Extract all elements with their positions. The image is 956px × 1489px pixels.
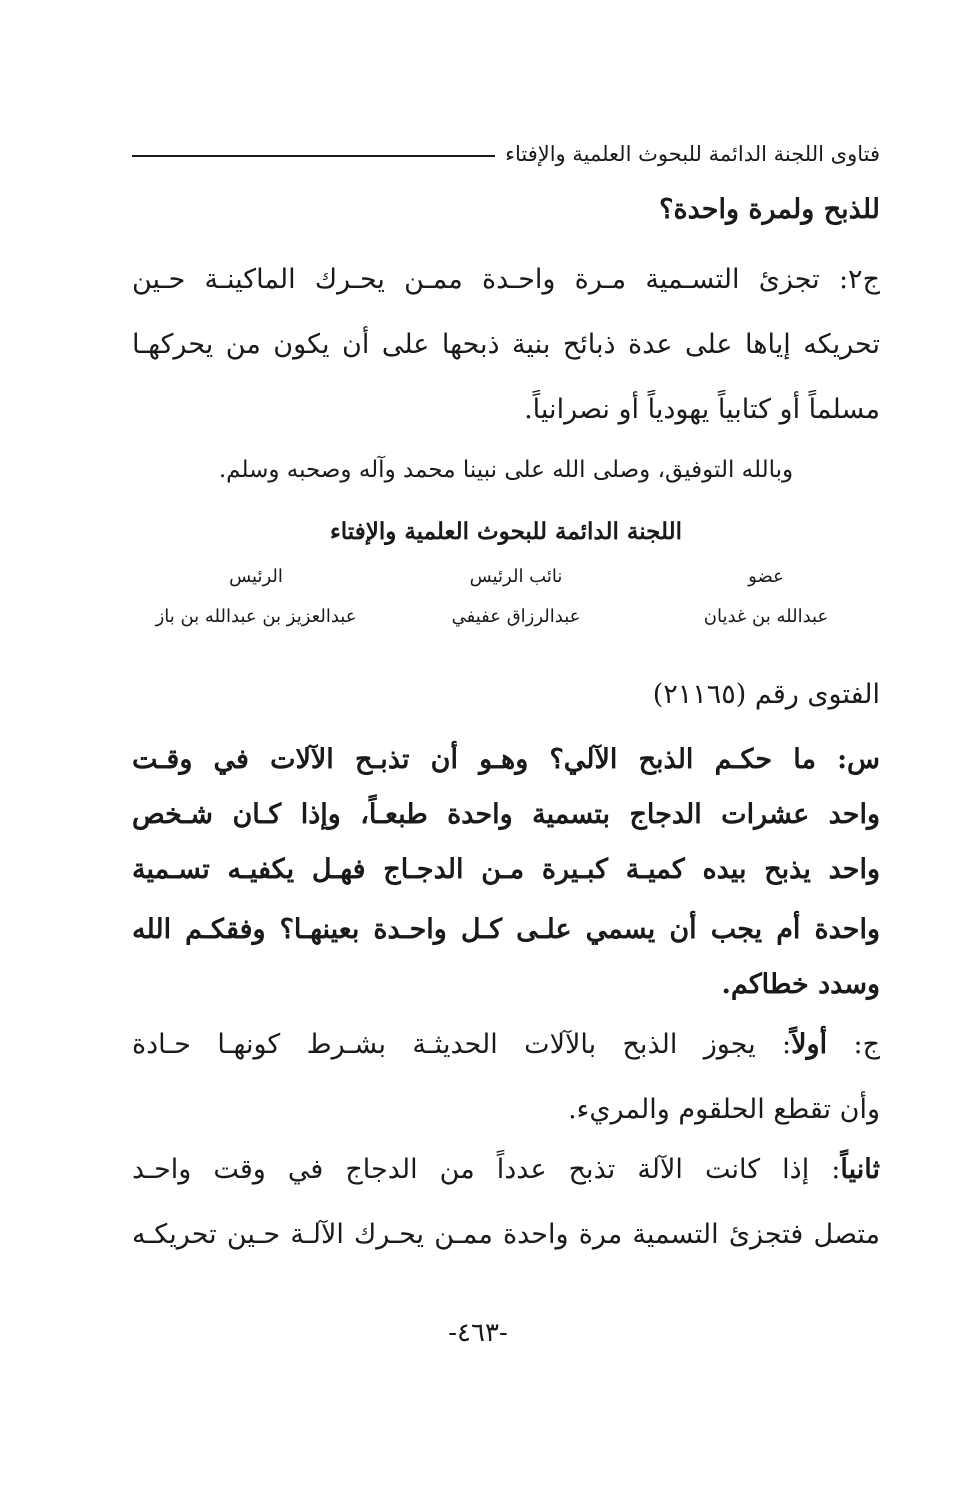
- answer2-line-2: تحريكه إياها على عدة ذبائح بنية ذبحها على أن يكون من يحركهـا: [132, 329, 880, 360]
- question-line-2: واحد عشرات الدجاج بتسمية واحدة طبعـاً، وإذا كـان شـخص: [132, 799, 880, 830]
- answer-first-text: : يجوز الذبح بالآلات الحديثـة بشـرط كونهـا حـادة: [132, 1029, 792, 1060]
- answer-prefix: ج:: [827, 1029, 880, 1060]
- header-rule: [132, 155, 495, 157]
- answer-second-continuation: متصل فتجزئ التسمية مرة واحدة ممـن يحـرك الآلـة حـين تحريكـه: [132, 1219, 880, 1250]
- question-line-5: وسدد خطاكم.: [721, 969, 880, 1000]
- answer2-line-3: مسلماً أو كتابياً يهودياً أو نصرانياً.: [524, 394, 880, 425]
- answer2-line-1: ج٢: تجزئ التسـمية مـرة واحـدة ممـن يحـرك الماكينـة حـين: [132, 264, 880, 295]
- header-title: فتاوى اللجنة الدائمة للبحوث العلمية والإفتاء: [505, 142, 880, 166]
- closing-prayer: وبالله التوفيق، وصلى الله على نبينا محمد وآله وصحبه وسلم.: [218, 457, 794, 483]
- signatory-3-role: الرئيس: [229, 566, 283, 587]
- signatory-1-name: عبدالله بن غديان: [703, 606, 829, 627]
- signatory-2-role: نائب الرئيس: [469, 566, 563, 587]
- question-line-1: س: ما حكـم الذبح الآلي؟ وهـو أن تذبـح الآلات في وقـت: [132, 744, 880, 775]
- answer-first-line: [132, 1025, 880, 1065]
- answer-second-line: [132, 1150, 880, 1190]
- answer-marker-first: أولاً: [791, 1029, 828, 1060]
- question-tail: للذبح ولمرة واحدة؟: [659, 194, 880, 225]
- running-header: [132, 134, 880, 174]
- page-number: -٤٦٣-: [448, 1318, 508, 1348]
- answer-second-text: : إذا كانت الآلة تذبح عدداً من الدجاج في وقت واحـد: [132, 1154, 841, 1185]
- question-line-4: واحدة أم يجب أن يسمي علـى كـل واحـدة بعينهـا؟ وفقكـم الله: [132, 914, 880, 945]
- signatory-2-name: عبدالرزاق عفيفي: [451, 606, 581, 627]
- committee-name: اللجنة الدائمة للبحوث العلمية والإفتاء: [329, 518, 683, 545]
- answer-marker-second: ثانياً: [840, 1154, 880, 1185]
- signatory-1-role: عضو: [748, 566, 784, 587]
- signatory-3-name: عبدالعزيز بن عبدالله بن باز: [155, 606, 357, 627]
- answer-first-continuation: وأن تقطع الحلقوم والمريء.: [568, 1094, 880, 1125]
- fatwa-number: الفتوى رقم (٢١١٦٥): [652, 679, 880, 710]
- question-line-3: واحد يذبح بيده كميـة كبـيرة مـن الدجـاج فهـل يكفيـه تسـمية: [132, 854, 880, 885]
